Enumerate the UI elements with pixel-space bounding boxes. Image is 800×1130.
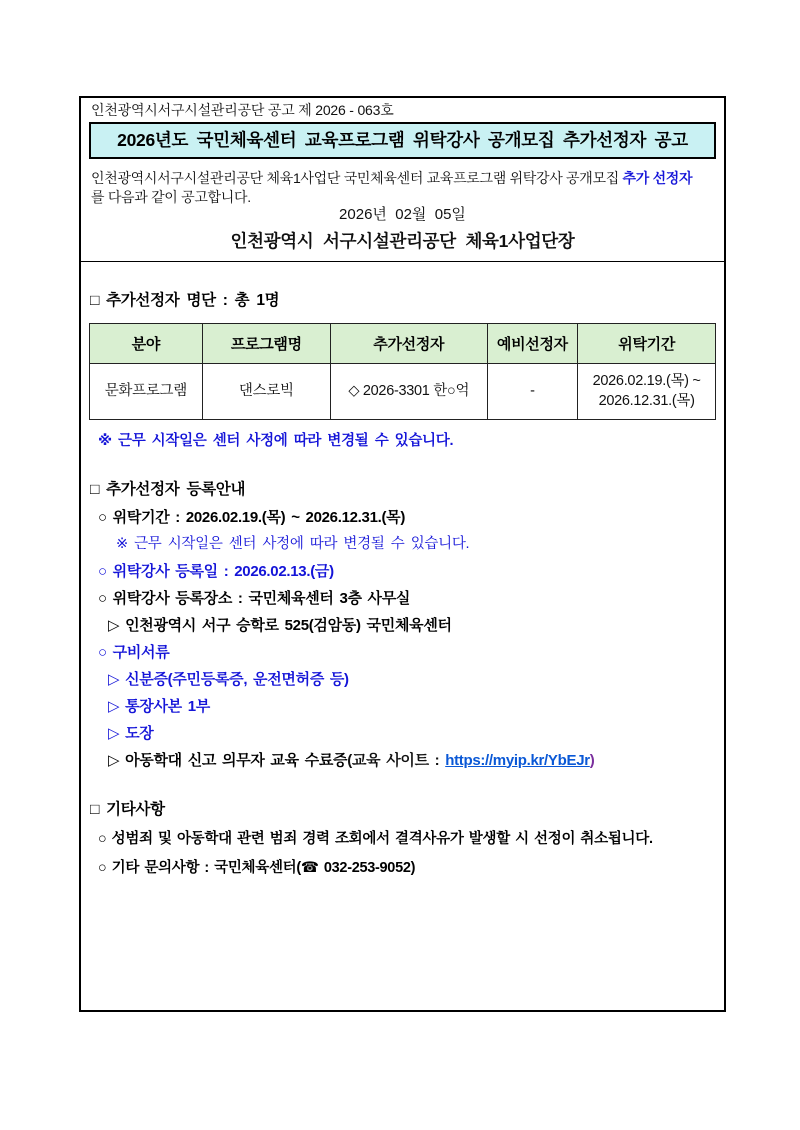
list-item-certificate <box>108 752 717 770</box>
col-header-field: 분야 <box>90 324 203 364</box>
list-item-bankbook-copy: ▷ 통장사본 1부 <box>108 697 210 715</box>
list-item-period-note: ※ 근무 시작일은 센터 사정에 따라 변경될 수 있습니다. <box>116 535 470 552</box>
list-item-disqualification: ○ 성범죄 및 아동학대 관련 범죄 경력 조회에서 결격사유가 발생할 시 선정이 취소됩니다. <box>98 831 653 847</box>
certificate-label: ▷ 아동학대 신고 의무자 교육 수료증 <box>108 751 348 769</box>
col-header-selected: 추가선정자 <box>331 324 488 364</box>
intro-paragraph <box>91 169 714 206</box>
col-header-program: 프로그램명 <box>202 324 330 364</box>
certificate-paren-open: (교육 사이트 : <box>347 751 446 769</box>
list-item-required-documents: ○ 구비서류 <box>98 643 170 661</box>
certificate-paren-close: ) <box>589 751 595 769</box>
intro-highlight: 추가 선정자 <box>622 170 693 186</box>
col-header-period: 위탁기간 <box>578 324 716 364</box>
cell-selected: ◇ 2026-3301 한○억 <box>331 364 488 420</box>
col-header-reserve: 예비선정자 <box>487 324 578 364</box>
table-row <box>90 364 716 420</box>
intro-text-pre: 인천광역시서구시설관리공단 체육1사업단 국민체육센터 교육프로그램 위탁강사 공개모집 <box>91 170 623 186</box>
cell-period: 2026.02.19.(목) ~ 2026.12.31.(목) <box>578 364 716 420</box>
list-item-address: ▷ 인천광역시 서구 승학로 525(검암동) 국민체육센터 <box>108 616 452 634</box>
registration-section-heading: □ 추가선정자 등록안내 <box>90 481 246 498</box>
roster-section-heading: □ 추가선정자 명단 : 총 1명 <box>90 292 280 309</box>
cell-program: 댄스로빅 <box>202 364 330 420</box>
list-item-contact: ○ 기타 문의사항 : 국민체육센터(☎ 032-253-9052) <box>98 860 416 876</box>
list-item-id-card: ▷ 신분증(주민등록증, 운전면허증 등) <box>108 670 349 688</box>
section-divider <box>81 261 724 262</box>
notice-number: 인천광역시서구시설관리공단 공고 제 2026 - 063호 <box>91 102 394 118</box>
intro-text-post: 를 다음과 같이 공고합니다. <box>91 188 251 205</box>
education-site-link[interactable]: https://myip.kr/YbEJr <box>445 751 590 769</box>
roster-table <box>89 323 716 420</box>
announcement-date: 2026년 02월 05일 <box>339 206 466 223</box>
list-item-period: ○ 위탁기간 : 2026.02.19.(목) ~ 2026.12.31.(목) <box>98 508 406 526</box>
roster-note: ※ 근무 시작일은 센터 사정에 따라 변경될 수 있습니다. <box>98 433 454 449</box>
issuer-signature: 인천광역시 서구시설관리공단 체육1사업단장 <box>230 231 575 251</box>
list-item-seal: ▷ 도장 <box>108 724 154 742</box>
document-page <box>79 96 726 1012</box>
cell-reserve: - <box>487 364 578 420</box>
announcement-title: 2026년도 국민체육센터 교육프로그램 위탁강사 공개모집 추가선정자 공고 <box>89 122 716 159</box>
list-item-registration-date: ○ 위탁강사 등록일 : 2026.02.13.(금) <box>98 562 334 580</box>
list-item-registration-place: ○ 위탁강사 등록장소 : 국민체육센터 3층 사무실 <box>98 589 411 607</box>
roster-table-header-row <box>90 324 716 364</box>
misc-section-heading: □ 기타사항 <box>90 801 165 818</box>
cell-field: 문화프로그램 <box>90 364 203 420</box>
